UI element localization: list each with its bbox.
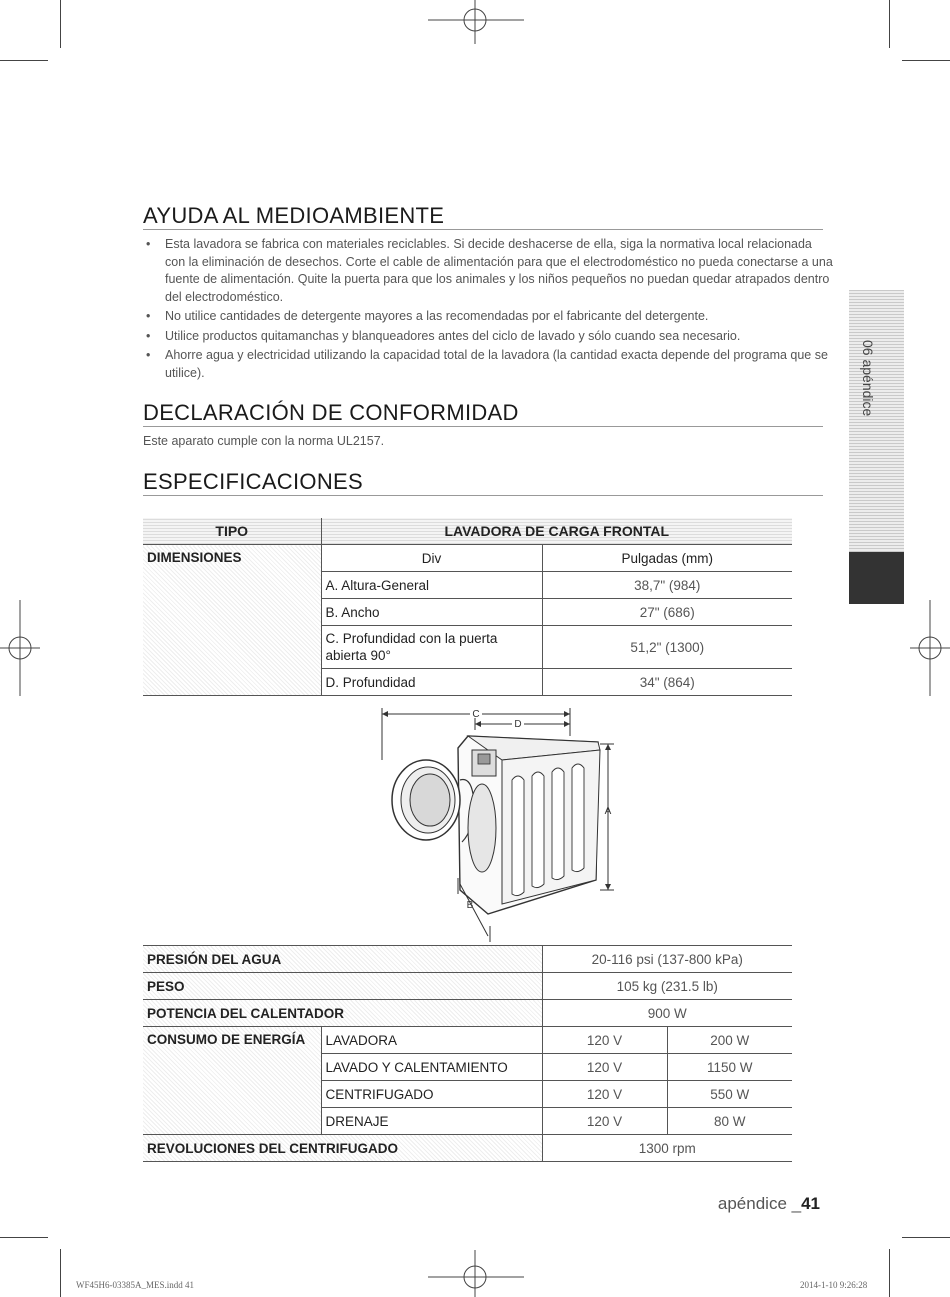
- crop-mark: [0, 1237, 48, 1238]
- dimensions-table: [143, 518, 792, 696]
- side-tab-label: 06 apéndice: [860, 340, 876, 417]
- energy-volts: 120 V: [542, 1027, 667, 1054]
- energy-mode: LAVADO Y CALENTAMIENTO: [321, 1054, 542, 1081]
- footer-text: apéndice _: [717, 1194, 802, 1213]
- print-slug-left: WF45H6-03385A_MES.indd 41: [76, 1280, 195, 1290]
- specs-table: [143, 945, 792, 1162]
- spin-speed-label: REVOLUCIONES DEL CENTRIFUGADO: [143, 1135, 542, 1162]
- crop-mark: [889, 1249, 890, 1297]
- list-item: • Utilice productos quitamanchas y blanqueadores antes del ciclo de lavado y sólo cuando sea necesario.: [146, 328, 741, 343]
- registration-mark-left: [0, 600, 40, 696]
- registration-mark-bottom: [428, 1250, 524, 1297]
- tipo-header: TIPO: [143, 518, 321, 545]
- dimension-value: 27" (686): [542, 599, 792, 626]
- dimension-name: D. Profundidad: [321, 669, 542, 696]
- dimension-name: A. Altura-General: [321, 572, 542, 599]
- section-rule: [143, 426, 823, 427]
- conformity-text: Este aparato cumple con la norma UL2157.: [143, 434, 385, 448]
- energy-volts: 120 V: [542, 1081, 667, 1108]
- col-div-header: Div: [321, 545, 542, 572]
- col-units-header: Pulgadas (mm): [542, 545, 792, 572]
- water-pressure-value: 20-116 psi (137-800 kPa): [542, 946, 792, 973]
- table-row: [143, 946, 792, 973]
- energy-watts: 200 W: [667, 1027, 792, 1054]
- weight-label: PESO: [143, 973, 542, 1000]
- table-row: [143, 1135, 792, 1162]
- washer-dimension-diagram: [370, 700, 630, 942]
- heater-power-value: 900 W: [542, 1000, 792, 1027]
- dimension-value: 51,2" (1300): [542, 626, 792, 669]
- crop-mark: [60, 1249, 61, 1297]
- section-rule: [143, 495, 823, 496]
- water-pressure-label: PRESIÓN DEL AGUA: [143, 946, 542, 973]
- label-a: A: [604, 806, 612, 817]
- energy-watts: 80 W: [667, 1108, 792, 1135]
- energy-mode: CENTRIFUGADO: [321, 1081, 542, 1108]
- type-value-header: LAVADORA DE CARGA FRONTAL: [321, 518, 792, 545]
- table-row: [143, 1000, 792, 1027]
- spin-speed-value: 1300 rpm: [542, 1135, 792, 1162]
- print-slug-right: 2014-1-10 9:26:28: [800, 1280, 868, 1290]
- list-item: • No utilice cantidades de detergente mayores a las recomendadas por el fabricante del detergente.: [146, 309, 709, 323]
- section-title-specs: ESPECIFICACIONES: [143, 469, 363, 494]
- energy-volts: 120 V: [542, 1108, 667, 1135]
- section-rule: [143, 229, 823, 230]
- registration-mark-top: [428, 0, 524, 48]
- weight-value: 105 kg (231.5 lb): [542, 973, 792, 1000]
- dimension-name: B. Ancho: [321, 599, 542, 626]
- side-tab: [849, 290, 904, 552]
- dimensions-label: DIMENSIONES: [143, 545, 321, 696]
- dimension-value: 34" (864): [542, 669, 792, 696]
- environment-bullet-list: [143, 236, 833, 384]
- registration-mark-right: [910, 600, 950, 696]
- table-header-row: [143, 518, 792, 545]
- energy-consumption-label: CONSUMO DE ENERGÍA: [143, 1027, 321, 1135]
- page-number: 41: [801, 1194, 820, 1213]
- section-title-environment: AYUDA AL MEDIOAMBIENTE: [143, 203, 445, 228]
- crop-mark: [60, 0, 61, 48]
- label-d: D: [514, 719, 522, 730]
- energy-watts: 1150 W: [667, 1054, 792, 1081]
- list-item: • Ahorre agua y electricidad utilizando la capacidad total de la lavadora (la cantidad exacta depende del programa que se utilice).: [146, 348, 828, 380]
- heater-power-label: POTENCIA DEL CALENTADOR: [143, 1000, 542, 1027]
- page-footer: [718, 1194, 820, 1214]
- table-row: [143, 973, 792, 1000]
- table-row: [143, 545, 792, 572]
- crop-mark: [902, 60, 950, 61]
- list-item: • Esta lavadora se fabrica con materiales reciclables. Si decide deshacerse de ella, siga la normativa local relacionada con la eliminación de desechos. Corte el cable de alimentación para que el electrodoméstico no pueda conectarse a una fuente de alimentación. Quite la puerta para que los animales y los niños pequeños no puedan quedar atrapados dentro del electrodoméstico.: [146, 237, 833, 304]
- dimension-value: 38,7" (984): [542, 572, 792, 599]
- energy-mode: DRENAJE: [321, 1108, 542, 1135]
- crop-mark: [902, 1237, 950, 1238]
- crop-mark: [0, 60, 48, 61]
- energy-watts: 550 W: [667, 1081, 792, 1108]
- dimension-name: C. Profundidad con la puerta abierta 90°: [321, 626, 542, 669]
- side-tab-marker: [849, 552, 904, 604]
- label-b: B: [466, 900, 474, 911]
- label-c: C: [472, 709, 480, 720]
- section-title-conformity: DECLARACIÓN DE CONFORMIDAD: [143, 400, 519, 425]
- crop-mark: [889, 0, 890, 48]
- table-row: [143, 1027, 792, 1054]
- energy-mode: LAVADORA: [321, 1027, 542, 1054]
- energy-volts: 120 V: [542, 1054, 667, 1081]
